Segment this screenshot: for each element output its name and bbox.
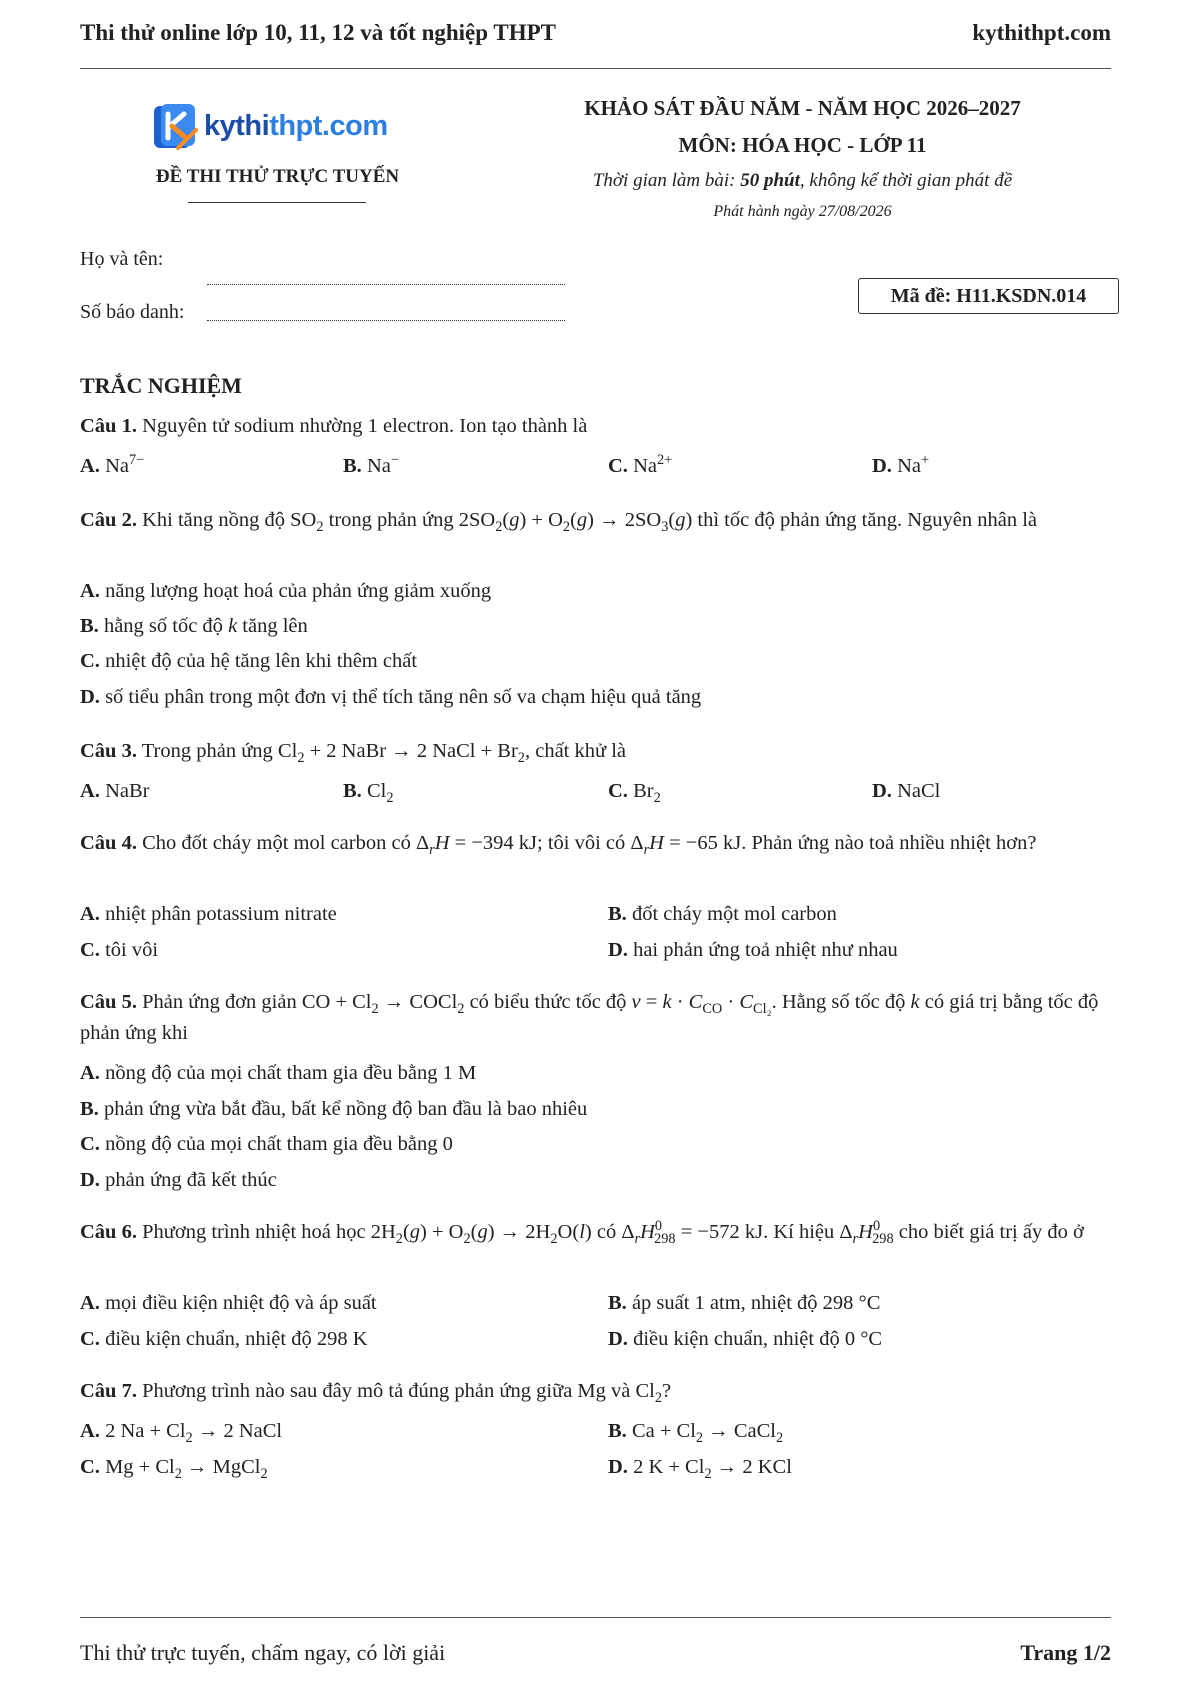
q1-option-c[interactable]: C. $Na^{2+}$ [608, 452, 673, 477]
q2-option-d[interactable]: D. số tiểu phân trong một đơn vị thể tích tăng nên số va chạm hiệu quả tăng [80, 686, 702, 708]
q7-option-c[interactable]: C. $Mg + Cl_2$ → MgCl$_2$ [80, 1456, 268, 1483]
exam-type-label: ĐỀ THI THỬ TRỰC TUYẾN [155, 166, 400, 187]
question-2: Câu 2. Khi tăng nồng độ $SO_2$ trong phản ứng $2SO_2(g) + O_2(g) \to 2SO_3(g)$ thì tốc độ phản ứng tăng. Nguyên nhân là [80, 509, 1038, 536]
q3-option-b[interactable]: B. $Cl_2$ [343, 780, 394, 807]
q6-option-c[interactable]: C. điều kiện chuẩn, nhiệt độ 298 K [80, 1328, 368, 1350]
section-title: TRẮC NGHIỆM [80, 373, 242, 398]
q4-option-a[interactable]: A. nhiệt phân potassium nitrate [80, 903, 337, 925]
exam-subject: MÔN: HÓA HỌC - LỚP 11 [678, 133, 927, 157]
issue-date: Phát hành ngày 27/08/2026 [713, 203, 892, 220]
q3-option-c[interactable]: C. $Br_2$ [608, 780, 661, 807]
q2-option-c[interactable]: C. nhiệt độ của hệ tăng lên khi thêm chất [80, 650, 418, 672]
question-6: Câu 6. Phương trình nhiệt hoá học $2H_2(g) + O_2(g) \to 2H_2O(l)$ có $\Delta_rH^0_{298} = -572$ kJ. Kí hiệu $\Delta_rH^0_{298}$ cho biết giá trị ấy đo ở [80, 1218, 1084, 1248]
question-7: Câu 7. Phương trình nào sau đây mô tả đúng phản ứng giữa Mg và $Cl_2$? [80, 1380, 672, 1407]
q2-option-a[interactable]: A. năng lượng hoạt hoá của phản ứng giảm xuống [80, 580, 492, 602]
q3-option-d[interactable]: D. NaCl [872, 780, 941, 802]
header-divider [80, 68, 1111, 69]
q6-option-d[interactable]: D. điều kiện chuẩn, nhiệt độ 0 °C [608, 1328, 883, 1350]
page-number: Trang 1/2 [1020, 1640, 1111, 1665]
subtitle-underline [188, 202, 366, 203]
header-left: Thi thử online lớp 10, 11, 12 và tốt nghiệp THPT [80, 20, 556, 45]
q1-option-b[interactable]: B. Na− [343, 452, 399, 477]
footer-tagline: Thi thử trực tuyến, chấm ngay, có lời giải [80, 1640, 446, 1665]
q6-option-b[interactable]: B. áp suất 1 atm, nhiệt độ 298 °C [608, 1292, 881, 1314]
q7-option-b[interactable]: B. $Ca + Cl_2$ → CaCl$_2$ [608, 1420, 784, 1447]
logo-text: kythithpt.com [204, 110, 388, 142]
footer-divider [80, 1617, 1111, 1618]
q6-option-a[interactable]: A. mọi điều kiện nhiệt độ và áp suất [80, 1292, 377, 1314]
candidate-id-label: Số báo danh: [80, 301, 185, 323]
q5-option-c[interactable]: C. nồng độ của mọi chất tham gia đều bằng 0 [80, 1133, 453, 1155]
q1-option-d[interactable]: D. Na+ [872, 452, 930, 477]
q4-option-b[interactable]: B. đốt cháy một mol carbon [608, 903, 837, 925]
logo-icon [152, 102, 200, 154]
q4-option-c[interactable]: C. tôi vôi [80, 939, 159, 961]
question-4: Câu 4. Cho đốt cháy một mol carbon có $\Delta_rH = -394$ kJ; tôi vôi có $\Delta_rH = -65$ kJ. Phản ứng nào toả nhiều nhiệt hơn? [80, 832, 1037, 859]
question-3: Câu 3. Trong phản ứng $Cl_2 + 2$ NaBr → 2 NaCl + $Br_2$, chất khử là [80, 740, 627, 767]
exam-duration: Thời gian làm bài: 50 phút, không kể thời gian phát đề [592, 170, 1013, 191]
q5-option-a[interactable]: A. nồng độ của mọi chất tham gia đều bằng 1 M [80, 1062, 477, 1084]
q1-option-a[interactable]: A. $Na^{7-}$ [80, 452, 145, 477]
header-site-link[interactable]: kythithpt.com [972, 20, 1111, 45]
q4-option-d[interactable]: D. hai phản ứng toả nhiệt như nhau [608, 939, 898, 961]
site-logo [152, 102, 402, 156]
exam-title: KHẢO SÁT ĐẦU NĂM - NĂM HỌC 2026–2027 [584, 96, 1021, 120]
q7-option-a[interactable]: A. 2 $Na + Cl_2 \to 2$ NaCl [80, 1420, 283, 1447]
candidate-id-field[interactable] [207, 320, 565, 321]
q7-option-d[interactable]: D. 2 $K + Cl_2 \to 2$ KCl [608, 1456, 792, 1483]
name-field[interactable] [207, 284, 565, 285]
question-5: Câu 5. Phản ứng đơn giản CO + $Cl_2$ → COCl$_2$ có biểu thức tốc độ $v = k \cdot C_{CO} \cdot C_{Cl_2}$. Hằng số tốc độ k có giá trị bằng tốc độ phản ứng khi [80, 991, 1099, 1044]
exam-code-badge: Mã đề: H11.KSDN.014 [858, 278, 1119, 314]
q5-option-b[interactable]: B. phản ứng vừa bắt đầu, bất kể nồng độ ban đầu là bao nhiêu [80, 1098, 588, 1120]
name-label: Họ và tên: [80, 248, 164, 270]
question-1: Câu 1. Nguyên tử sodium nhường 1 electron. Ion tạo thành là [80, 415, 588, 437]
q5-option-d[interactable]: D. phản ứng đã kết thúc [80, 1169, 277, 1191]
q3-option-a[interactable]: A. NaBr [80, 780, 150, 802]
q2-option-b[interactable]: B. hằng số tốc độ k tăng lên [80, 615, 308, 637]
